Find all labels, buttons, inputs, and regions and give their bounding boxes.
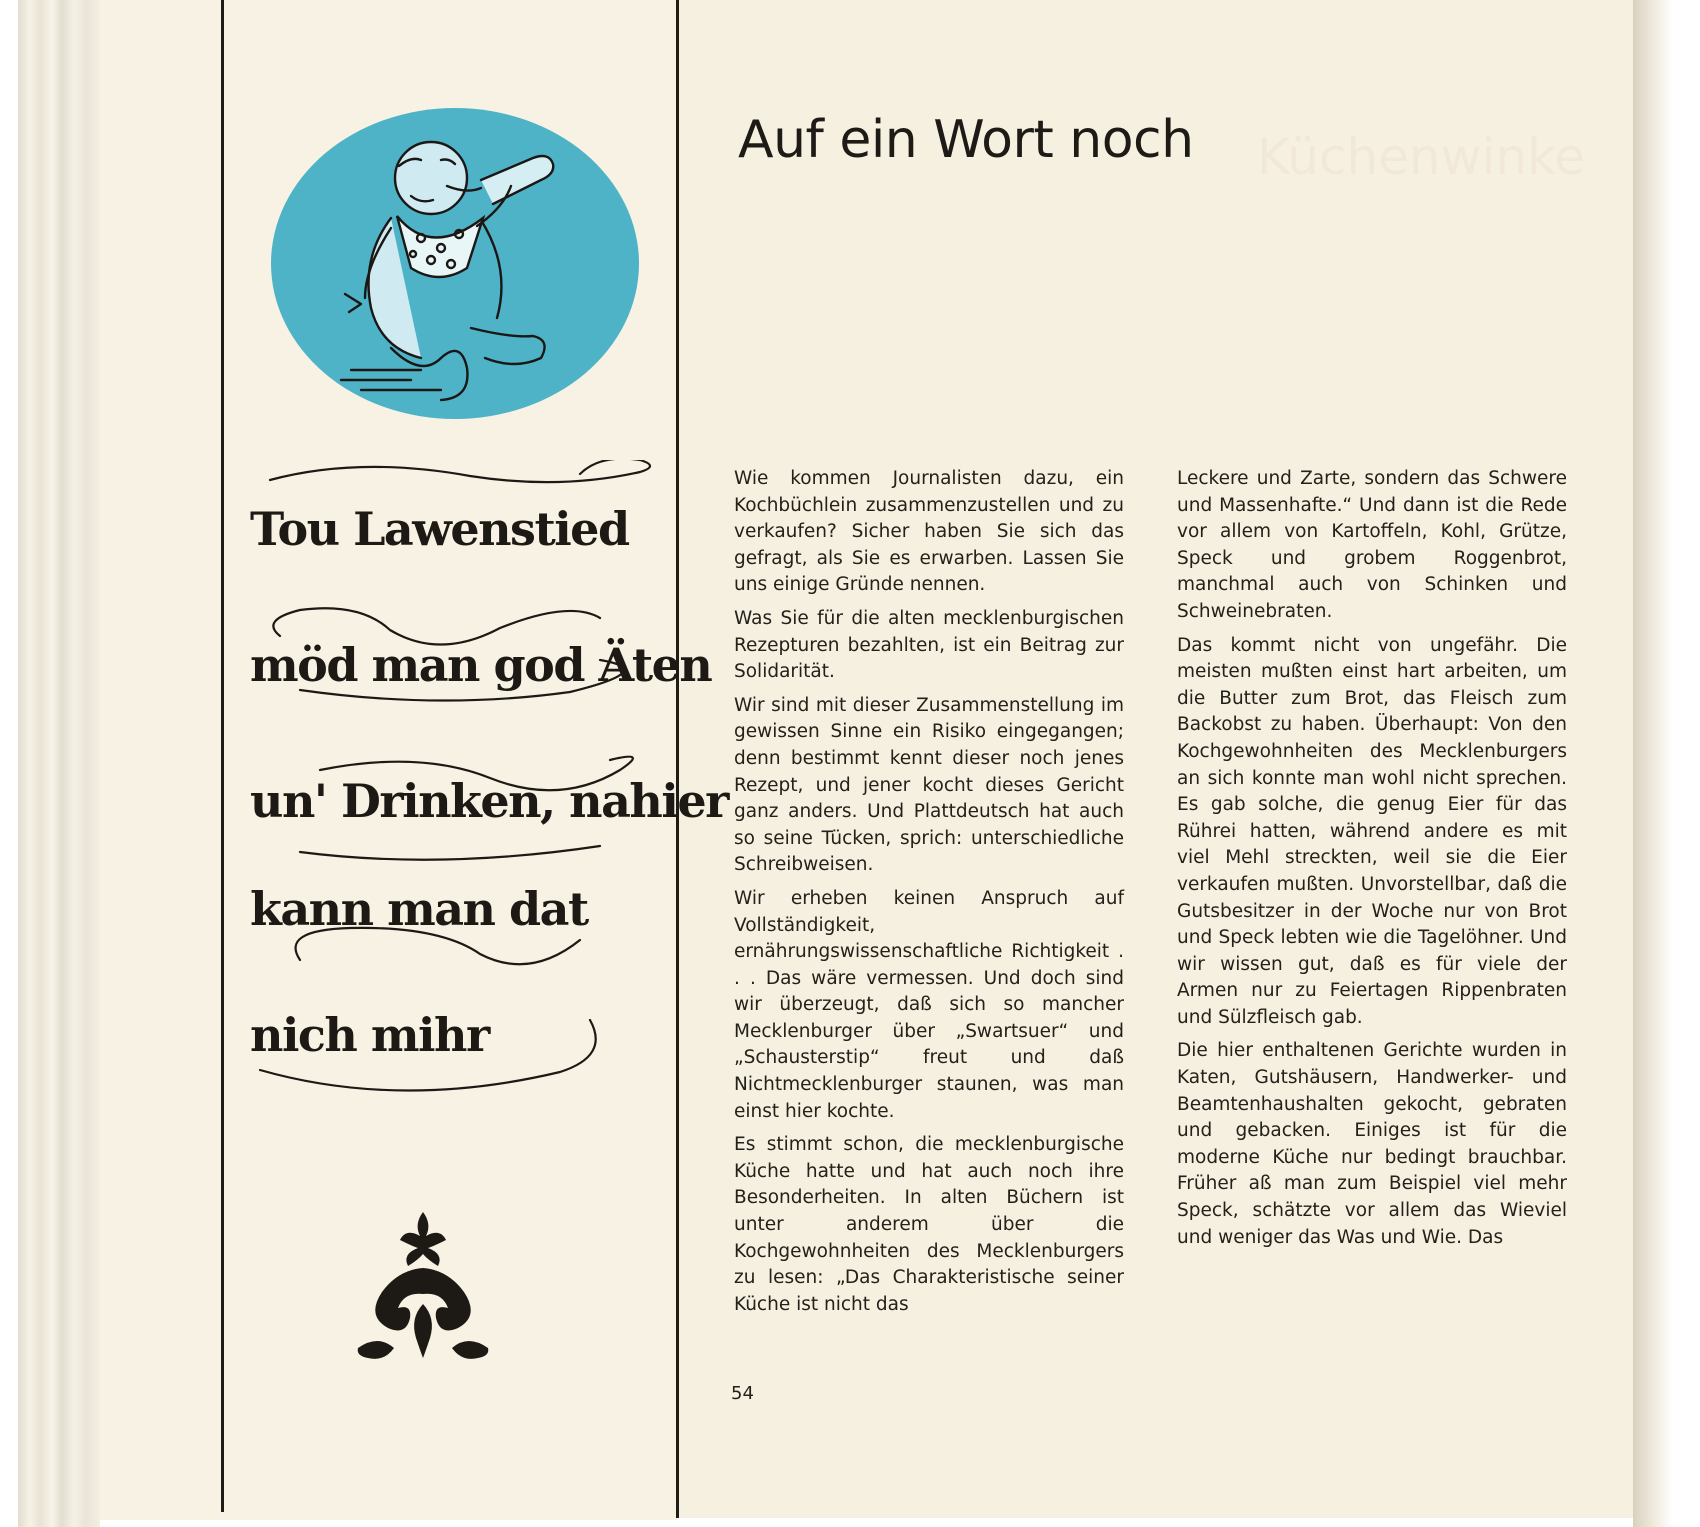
paragraph: Leckere und Zarte, sondern das Schwere und Massenhafte.“ Und dann ist die Rede vor allem von Kartoffeln, Kohl, Grütze, Speck und grobem Roggenbrot, manchmal auch von Schinken und Schweinebraten.	[1177, 468, 1567, 622]
paragraph: Das kommt nicht von ungefähr. Die meisten mußten einst hart arbeiten, um die Butter zum Brot, das Fleisch zum Backobst zu haben. Überhaupt: Von den Kochgewohnheiten des Mecklenburgers an sich konnte man wohl nicht sprechen. Es gab solche, die genug Eier für das Rührei hatten, während andere es mit viel Mehl streckten, weil sie die Eier verkaufen mußten. Unvorstellbar, daß die Gutsbesitzer in der Woche nur von Brot und Speck lebten wie die Tagelöhner. Und wir wissen gut, daß es für viele der Armen nur zu Feiertagen Rippenbraten und Sülzfleisch gab.	[1177, 634, 1567, 1028]
floral-ornament-icon	[348, 1208, 498, 1368]
paragraph: Was Sie für die alten mecklenburgischen Rezepturen bezahlten, ist ein Beitrag zur Solidarität.	[734, 607, 1124, 683]
verse-line-5: nich mihr	[250, 1008, 489, 1062]
verse-line-2: möd man god Äten	[250, 638, 712, 692]
right-page-edge	[1633, 0, 1700, 1527]
left-margin-rule	[221, 0, 224, 1512]
text-column-left	[734, 466, 1124, 1325]
drinking-man-drawing	[271, 108, 639, 419]
paragraph: Es stimmt schon, die mecklenburgische Küche hatte und hat auch noch ihre Besonderheiten. In alten Büchern ist unter anderem über die Kochgewohnheiten des Mecklenburgers zu lesen: „Das Charakteristische seiner Küche ist nicht das	[734, 1134, 1124, 1315]
plattdeutsch-verse	[240, 460, 728, 1120]
paragraph: Die hier enthaltenen Gerichte wurden in Katen, Gutshäusern, Handwerker- und Beamtenhaushalten gekocht, gebraten und gebacken. Einiges ist für die moderne Küche nur bedingt brauchbar. Früher aß man zum Beispiel viel mehr Speck, schätzte vor allem das Wieviel und weniger das Was und Wie. Das	[1177, 1040, 1567, 1248]
page-stack-edge	[0, 0, 100, 1527]
page-title: Auf ein Wort noch	[738, 110, 1194, 170]
drinking-man-illustration	[271, 108, 639, 419]
paragraph: Wie kommen Journalisten dazu, ein Kochbüchlein zusammenzustellen und zu verkaufen? Sicher haben Sie sich das gefragt, als Sie es erwarben. Lassen Sie uns einige Gründe nennen.	[734, 468, 1124, 596]
gutter-rule	[676, 0, 679, 1518]
verse-line-1: Tou Lawenstied	[250, 502, 629, 556]
paragraph: Wir sind mit dieser Zusammenstellung im gewissen Sinne ein Risiko eingegangen; denn bestimmt kennt dieser noch jenes Rezept, und jener kocht dieses Gericht ganz anders. Und Plattdeutsch hat auch so seine Tücken, sprich: unterschiedliche Schreibweisen.	[734, 694, 1124, 876]
text-column-right	[1177, 466, 1567, 1258]
verse-line-4: kann man dat	[250, 882, 588, 936]
verse-line-3: un' Drinken, nahier	[250, 774, 728, 828]
show-through-text: Küchenwinke	[1257, 128, 1586, 186]
paragraph: Wir erheben keinen Anspruch auf Vollständigkeit, ernährungswissenschaftliche Richtigkeit . . . Das wäre vermessen. Und doch sind wir überzeugt, daß sich so mancher Mecklenburger über „Swartsuer“ und „Schausterstip“ freut und daß Nichtmecklenburger staunen, was man einst hier kochte.	[734, 887, 1124, 1122]
page-number: 54	[731, 1383, 754, 1404]
